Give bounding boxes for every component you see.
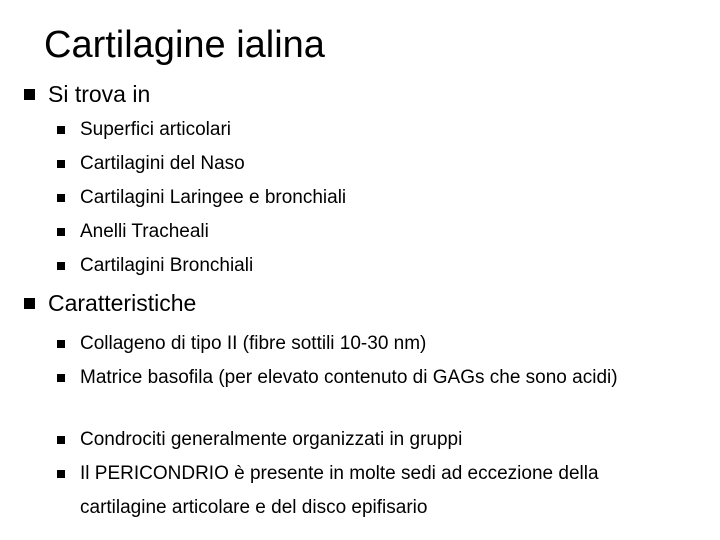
slide-title: Cartilagine ialina [44,24,325,66]
list-item: Il PERICONDRIO è presente in molte sedi ad eccezione della cartilagine articolare e del disco epifisario [80,463,599,518]
list-item: Matrice basofila (per elevato contenuto di GAGs che sono acidi) [80,367,618,388]
list-item: Cartilagini Laringee e bronchiali [80,187,347,208]
square-bullet-icon [57,374,65,382]
list-item: Cartilagini del Naso [80,153,245,174]
square-bullet-icon [24,89,35,100]
section-heading: Caratteristiche [48,290,197,316]
section-heading: Si trova in [48,81,151,107]
square-bullet-icon [57,160,65,168]
square-bullet-icon [24,298,35,309]
square-bullet-icon [57,228,65,236]
square-bullet-icon [57,126,65,134]
list-item: Condrociti generalmente organizzati in gruppi [80,429,463,450]
list-item: Collageno di tipo II (fibre sottili 10-30 nm) [80,333,427,354]
square-bullet-icon [57,340,65,348]
square-bullet-icon [57,262,65,270]
square-bullet-icon [57,470,65,478]
list-item: Cartilagini Bronchiali [80,255,254,276]
square-bullet-icon [57,436,65,444]
list-item: Anelli Tracheali [80,221,209,242]
list-item: Superfici articolari [80,119,231,140]
square-bullet-icon [57,194,65,202]
